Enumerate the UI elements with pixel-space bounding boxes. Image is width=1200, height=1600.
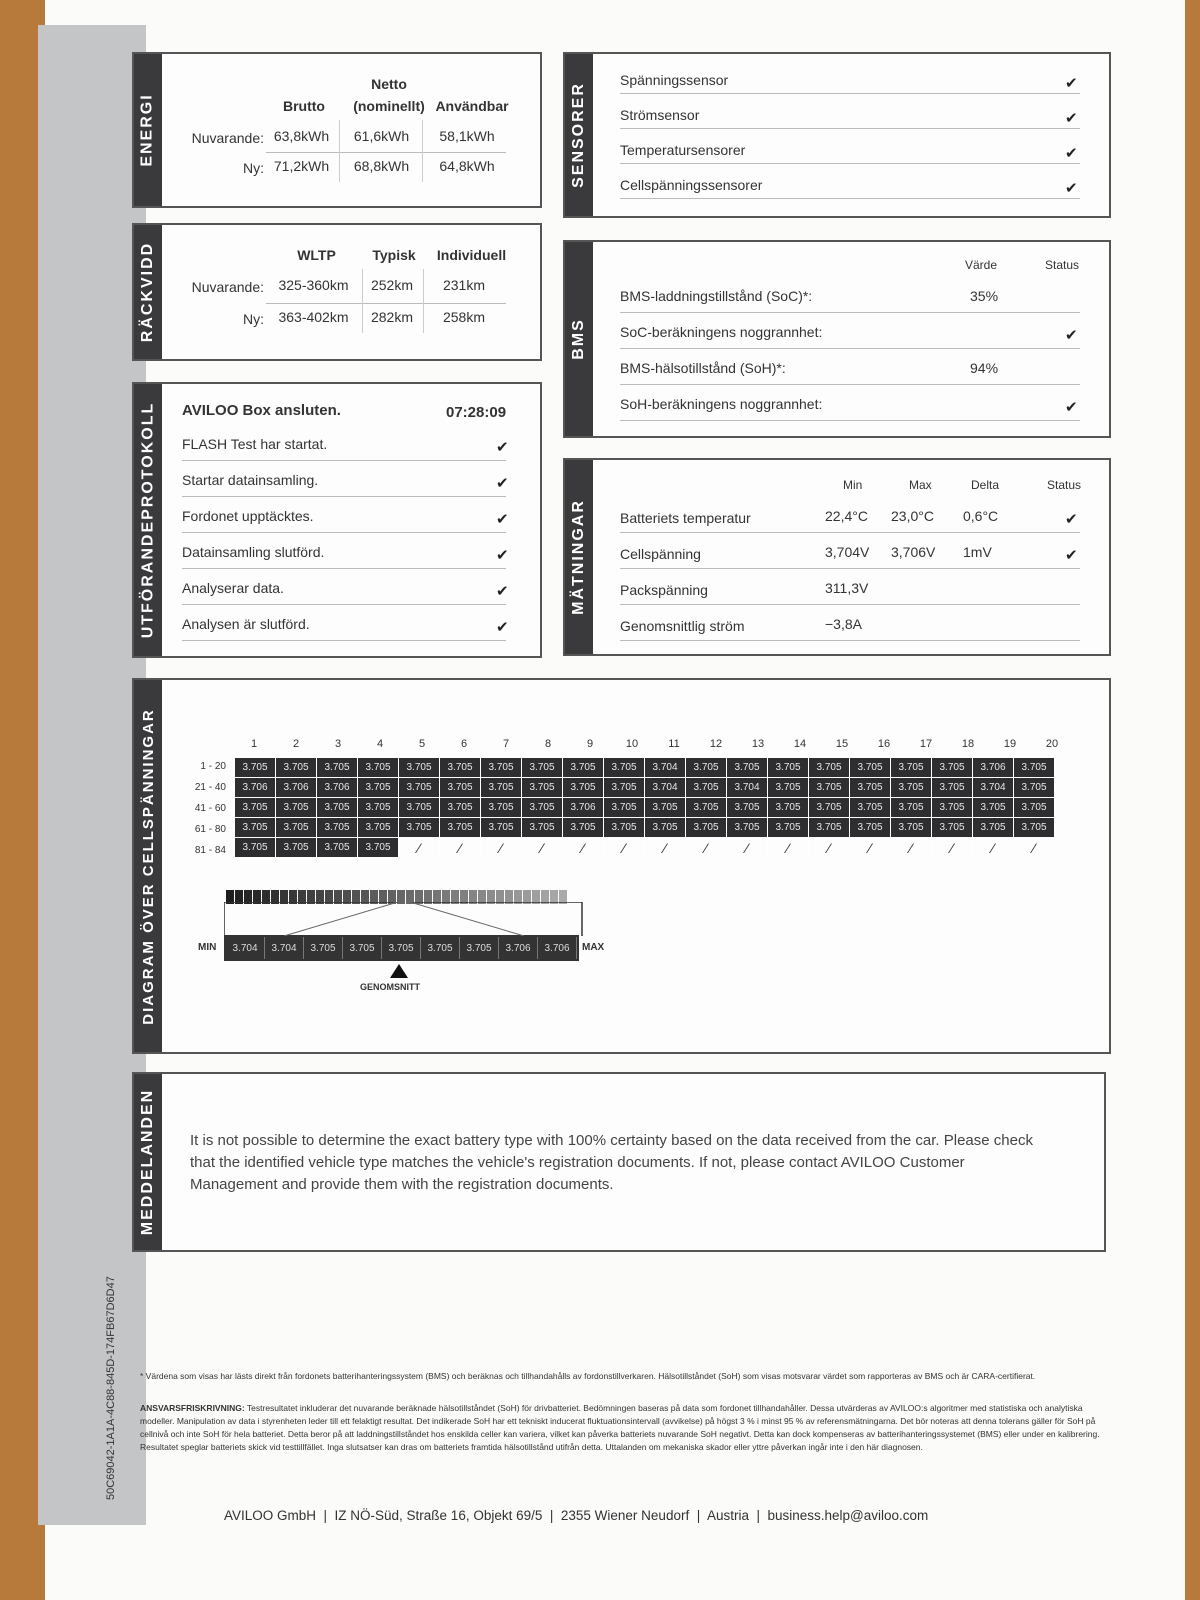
value-cell: 58,1kWh [439, 128, 495, 144]
scale-min-label: MIN [198, 942, 217, 953]
col-wltp: WLTP [297, 247, 336, 263]
value-cell: 63,8kWh [273, 128, 330, 144]
cell-voltage: 3.705 [235, 758, 276, 778]
cell-voltage: 3.705 [932, 818, 973, 838]
check-icon: ✔ [1065, 110, 1078, 127]
cell-voltage: 3.704 [645, 778, 686, 798]
cell-voltage: 3.705 [235, 818, 276, 838]
average-marker-icon [390, 964, 408, 978]
protokoll-tab: UTFÖRANDEPROTOKOLL [134, 384, 162, 656]
column-number: 20 [1045, 738, 1059, 750]
row-label: Ny: [243, 160, 264, 176]
column-number: 11 [668, 738, 680, 750]
energi-box [132, 52, 542, 208]
row-range-label: 21 - 40 [194, 782, 226, 793]
cell-voltage: 3.705 [358, 798, 399, 818]
cell-voltage: 3.704 [645, 758, 686, 778]
cell-voltage: 3.705 [399, 758, 440, 778]
value-cell: 325-360km [278, 277, 349, 293]
empty-cell-slash: ⁄ [973, 838, 1014, 858]
measurement-max: 23,0°C [891, 508, 934, 524]
empty-cell-slash: ⁄ [727, 838, 768, 858]
cell-voltage: 3.705 [768, 818, 809, 838]
empty-cell-slash: ⁄ [522, 838, 563, 858]
cell-voltage: 3.705 [358, 818, 399, 838]
empty-cell-slash: ⁄ [440, 838, 481, 858]
bms-value: 35% [970, 288, 999, 304]
scale-value: 3.706 [499, 937, 538, 959]
row-range-label: 1 - 20 [200, 761, 226, 772]
cell-voltage: 3.705 [604, 778, 645, 798]
column-number: 15 [835, 738, 849, 750]
scale-value: 3.704 [265, 937, 304, 959]
cell-voltage: 3.705 [440, 798, 481, 818]
bms-label: BMS-hälsotillstånd (SoH)*: [620, 360, 786, 376]
sensorer-box [563, 52, 1111, 218]
column-number: 8 [544, 738, 552, 750]
cell-voltage: 3.705 [768, 778, 809, 798]
column-number: 9 [586, 738, 594, 750]
cell-voltage: 3.705 [809, 818, 850, 838]
sensor-item: Strömsensor [620, 107, 700, 123]
col-brutto: Brutto [283, 98, 325, 114]
cell-voltage: 3.705 [399, 818, 440, 838]
measurement-label: Packspänning [620, 582, 708, 598]
measurement-min: −3,8A [825, 616, 862, 632]
cell-voltage: 3.705 [604, 818, 645, 838]
cell-voltage: 3.705 [973, 818, 1014, 838]
measurement-label: Cellspänning [620, 546, 701, 562]
cell-voltage: 3.705 [276, 818, 317, 838]
bms-label: SoC-beräkningens noggrannhet: [620, 324, 823, 340]
protocol-step: FLASH Test har startat. [182, 436, 328, 452]
column-number: 13 [751, 738, 765, 750]
col-status: Status [1047, 478, 1082, 492]
cell-voltage: 3.705 [563, 818, 604, 838]
measurement-min: 22,4°C [825, 508, 868, 524]
cell-voltage: 3.705 [440, 758, 481, 778]
empty-cell-slash: ⁄ [891, 838, 932, 858]
cell-voltage: 3.705 [317, 798, 358, 818]
cell-voltage: 3.705 [317, 758, 358, 778]
check-icon: ✔ [496, 583, 509, 600]
empty-cell-slash: ⁄ [645, 838, 686, 858]
empty-cell-slash: ⁄ [399, 838, 440, 858]
cell-voltage: 3.705 [850, 758, 891, 778]
column-number: 2 [292, 738, 300, 750]
measurement-max: 3,706V [891, 544, 936, 560]
cell-voltage-table [234, 757, 1055, 858]
measurement-delta: 0,6°C [963, 508, 999, 524]
rackvidd-tab: RÄCKVIDD [134, 225, 162, 359]
cell-voltage: 3.705 [686, 818, 727, 838]
cell-voltage: 3.705 [727, 758, 768, 778]
cell-voltage: 3.705 [1014, 758, 1055, 778]
bms-label: SoH-beräkningens noggrannhet: [620, 396, 823, 412]
cell-voltage: 3.705 [850, 778, 891, 798]
disclaimer-title: ANSVARSFRISKRIVNING: [140, 1403, 245, 1413]
col-nominellt: (nominellt) [353, 98, 425, 114]
meddelanden-tab: MEDDELANDEN [134, 1074, 162, 1250]
row-label: Nuvarande: [191, 279, 264, 295]
check-icon: ✔ [496, 475, 509, 492]
voltage-scale [224, 935, 579, 961]
col-delta: Delta [971, 478, 1000, 492]
energi-tab: ENERGI [134, 54, 162, 206]
measurement-label: Batteriets temperatur [620, 510, 751, 526]
cell-voltage: 3.705 [481, 798, 522, 818]
disclaimer-text: Testresultatet inkluderar det nuvarande beräknade hälsotillståndet (SoH) för drivbatteriet. Bedömningen baseras på data som fordonet tillhandahåller. Dessa utvärderas av AVILOO:s algoritmer med statistiska och analytiska modeller. Manipulation av data i styrenheten leder till ett felaktigt resultat. Det indikerade SoH har ett tekniskt inducerat fluktuationsintervall (avvikelse) på högst 3 % i minst 95 % av referensmätningarna. Det bör noteras att denna tolerans gäller för SoH på cellnivå och inte SoH för hela batteriet. Detta beror på att laddningstillståndet hos enskilda celler kan variera, vilket kan påverka batteriets nuvarande SoH negativt. Detta kan dock kompenseras av batterihanteringssystemet (BMS) eller under en kalibrering. Resultatet speglar batteriets skick vid testtillfället. Inga slutsatser kan dras om batteriets framtida hälsotillstånd utifrån detta. Uttalanden om mekaniska skador eller yttre påverkan ingår inte i den här diagnosen. [140, 1403, 1100, 1452]
cell-voltage: 3.705 [686, 758, 727, 778]
cell-voltage: 3.705 [317, 818, 358, 838]
scale-value: 3.706 [538, 937, 577, 959]
cell-voltage: 3.705 [235, 838, 276, 858]
empty-cell-slash: ⁄ [604, 838, 645, 858]
scale-value: 3.705 [343, 937, 382, 959]
cell-voltage: 3.705 [481, 818, 522, 838]
protokoll-time: 07:28:09 [446, 404, 507, 421]
col-anvandbar: Användbar [435, 98, 509, 114]
column-number: 6 [460, 738, 468, 750]
gauge-zoom-lines [224, 902, 584, 936]
cell-voltage: 3.705 [809, 798, 850, 818]
cell-voltage: 3.705 [891, 798, 932, 818]
row-range-label: 41 - 60 [194, 803, 226, 814]
value-cell: 231km [442, 277, 486, 293]
cell-voltage: 3.705 [358, 838, 399, 858]
col-min: Min [843, 478, 863, 492]
cell-voltage: 3.706 [563, 798, 604, 818]
measurement-min: 3,704V [825, 544, 870, 560]
check-icon: ✔ [1065, 327, 1078, 344]
cell-voltage: 3.705 [399, 778, 440, 798]
matningar-tab: MÄTNINGAR [565, 460, 593, 654]
cell-voltage: 3.705 [727, 818, 768, 838]
cell-voltage: 3.706 [973, 758, 1014, 778]
check-icon: ✔ [1065, 547, 1078, 564]
column-number: 17 [919, 738, 933, 750]
sensor-item: Cellspänningssensorer [620, 177, 763, 193]
cell-voltage: 3.705 [727, 798, 768, 818]
cell-voltage: 3.705 [932, 798, 973, 818]
scale-value: 3.705 [382, 937, 421, 959]
value-cell: 64,8kWh [439, 158, 495, 174]
cell-voltage: 3.705 [235, 798, 276, 818]
footnote: * Värdena som visas har lästs direkt från fordonets batterihanteringssystem (BMS) och beräknas och tillhandahålls av fordonstillverkaren. Hälsotillståndet (SoH) som visas motsvarar värdet som rapporteras av BMS och är CARA-certifierat. [140, 1371, 1036, 1381]
check-icon: ✔ [496, 619, 509, 636]
diagram-box [132, 678, 1111, 1054]
scale-value: 3.704 [226, 937, 265, 959]
column-number: 1 [250, 738, 258, 750]
empty-cell-slash: ⁄ [809, 838, 850, 858]
protocol-step: Analysen är slutförd. [182, 616, 310, 632]
average-label: GENOMSNITT [360, 982, 420, 992]
cell-voltage: 3.705 [481, 758, 522, 778]
check-icon: ✔ [1065, 145, 1078, 162]
protocol-step: Startar datainsamling. [182, 472, 319, 488]
column-number: 10 [625, 738, 639, 750]
cell-voltage: 3.704 [727, 778, 768, 798]
col-netto: Netto [371, 76, 407, 92]
cell-voltage: 3.705 [276, 758, 317, 778]
cell-voltage: 3.705 [522, 798, 563, 818]
cell-voltage: 3.705 [276, 838, 317, 858]
row-label: Nuvarande: [191, 130, 264, 146]
value-cell: 282km [370, 309, 414, 325]
bms-box [563, 240, 1111, 438]
cell-voltage: 3.705 [809, 758, 850, 778]
column-number: 5 [418, 738, 426, 750]
cell-voltage: 3.706 [235, 778, 276, 798]
cell-voltage: 3.705 [399, 798, 440, 818]
col-max: Max [909, 478, 932, 492]
cell-voltage: 3.705 [358, 778, 399, 798]
check-icon: ✔ [1065, 511, 1078, 528]
disclaimer [140, 1402, 1100, 1454]
measurement-label: Genomsnittlig ström [620, 618, 745, 634]
row-range-label: 61 - 80 [194, 824, 226, 835]
empty-cell-slash: ⁄ [768, 838, 809, 858]
protocol-step: Fordonet upptäcktes. [182, 508, 314, 524]
column-number: 18 [961, 738, 975, 750]
cell-voltage: 3.705 [481, 778, 522, 798]
empty-cell-slash: ⁄ [686, 838, 727, 858]
check-icon: ✔ [496, 511, 509, 528]
cell-voltage: 3.705 [932, 778, 973, 798]
empty-cell-slash: ⁄ [932, 838, 973, 858]
cell-voltage: 3.705 [522, 818, 563, 838]
cell-voltage: 3.705 [440, 778, 481, 798]
cell-voltage: 3.705 [604, 758, 645, 778]
cell-voltage: 3.705 [563, 778, 604, 798]
empty-cell-slash: ⁄ [850, 838, 891, 858]
cell-voltage: 3.705 [440, 818, 481, 838]
meddelanden-box [132, 1072, 1106, 1252]
column-number: 19 [1003, 738, 1017, 750]
check-icon: ✔ [1065, 399, 1078, 416]
cell-voltage: 3.705 [645, 798, 686, 818]
cell-voltage: 3.705 [891, 778, 932, 798]
column-number: 16 [877, 738, 891, 750]
cell-voltage: 3.705 [604, 798, 645, 818]
cell-voltage: 3.706 [276, 778, 317, 798]
cell-voltage: 3.705 [809, 778, 850, 798]
value-cell: 363-402km [278, 309, 349, 325]
diagram-tab: DIAGRAM ÖVER CELLSPÄNNINGAR [134, 680, 162, 1052]
cell-voltage: 3.705 [686, 798, 727, 818]
cell-voltage: 3.705 [276, 798, 317, 818]
value-cell: 258km [442, 309, 486, 325]
cell-voltage: 3.705 [1014, 818, 1055, 838]
protokoll-box [132, 382, 542, 658]
cell-voltage: 3.705 [1014, 778, 1055, 798]
protocol-step: Datainsamling slutförd. [182, 544, 325, 560]
value-cell: 61,6kWh [353, 128, 410, 144]
column-number: 7 [502, 738, 510, 750]
cell-voltage: 3.705 [768, 758, 809, 778]
cell-voltage: 3.705 [891, 758, 932, 778]
scale-value: 3.705 [304, 937, 343, 959]
cell-voltage: 3.705 [850, 798, 891, 818]
scale-value: 3.705 [460, 937, 499, 959]
bms-value: 94% [970, 360, 999, 376]
cell-voltage: 3.705 [317, 838, 358, 858]
col-individuell: Individuell [436, 247, 507, 263]
bms-tab: BMS [565, 242, 593, 436]
column-number: 3 [334, 738, 342, 750]
cell-voltage: 3.704 [973, 778, 1014, 798]
cell-voltage: 3.705 [850, 818, 891, 838]
column-number: 12 [709, 738, 723, 750]
sensor-item: Spänningssensor [620, 72, 729, 88]
cell-voltage: 3.705 [891, 818, 932, 838]
protokoll-header: AVILOO Box ansluten. [182, 402, 341, 419]
measurement-delta: 1mV [963, 544, 992, 560]
cell-voltage: 3.705 [563, 758, 604, 778]
cell-voltage: 3.705 [522, 778, 563, 798]
matningar-box [563, 458, 1111, 656]
empty-cell-slash: ⁄ [563, 838, 604, 858]
sensorer-tab: SENSORER [565, 54, 593, 216]
empty-cell-slash: ⁄ [481, 838, 522, 858]
cell-voltage: 3.705 [358, 758, 399, 778]
bms-label: BMS-laddningstillstånd (SoC)*: [620, 288, 813, 304]
rackvidd-box [132, 223, 542, 361]
cell-voltage: 3.705 [645, 818, 686, 838]
cell-voltage: 3.705 [686, 778, 727, 798]
col-varde: Värde [965, 258, 998, 272]
value-cell: 252km [370, 277, 414, 293]
cell-voltage: 3.705 [932, 758, 973, 778]
column-number: 14 [793, 738, 807, 750]
check-icon: ✔ [1065, 75, 1078, 92]
cell-voltage: 3.705 [973, 798, 1014, 818]
sensor-item: Temperatursensorer [620, 142, 746, 158]
scale-max-label: MAX [582, 942, 605, 953]
col-status: Status [1045, 258, 1080, 272]
scale-value: 3.705 [421, 937, 460, 959]
cell-voltage: 3.705 [768, 798, 809, 818]
empty-cell-slash: ⁄ [1014, 838, 1055, 858]
protocol-step: Analyserar data. [182, 580, 284, 596]
side-strip [38, 25, 146, 1525]
col-typisk: Typisk [372, 247, 416, 263]
row-range-label: 81 - 84 [194, 845, 226, 856]
row-label: Ny: [243, 311, 264, 327]
message-text: It is not possible to determine the exact battery type with 100% certainty based on the data received from the car. Please check that the identified vehicle type matches the vehicle's registration documents. If not, please contact AVILOO Customer Management and provide them with the registration documents. [190, 1132, 1033, 1193]
cell-voltage: 3.705 [522, 758, 563, 778]
check-icon: ✔ [496, 439, 509, 456]
footer: AVILOO GmbH | IZ NÖ-Süd, Straße 16, Objekt 69/5 | 2355 Wiener Neudorf | Austria | business.help@aviloo.com [224, 1508, 929, 1523]
value-cell: 68,8kWh [353, 158, 410, 174]
column-number: 4 [376, 738, 384, 750]
measurement-min: 311,3V [825, 580, 869, 596]
check-icon: ✔ [1065, 180, 1078, 197]
cell-voltage: 3.706 [317, 778, 358, 798]
check-icon: ✔ [496, 547, 509, 564]
value-cell: 71,2kWh [273, 158, 330, 174]
cell-voltage: 3.705 [1014, 798, 1055, 818]
